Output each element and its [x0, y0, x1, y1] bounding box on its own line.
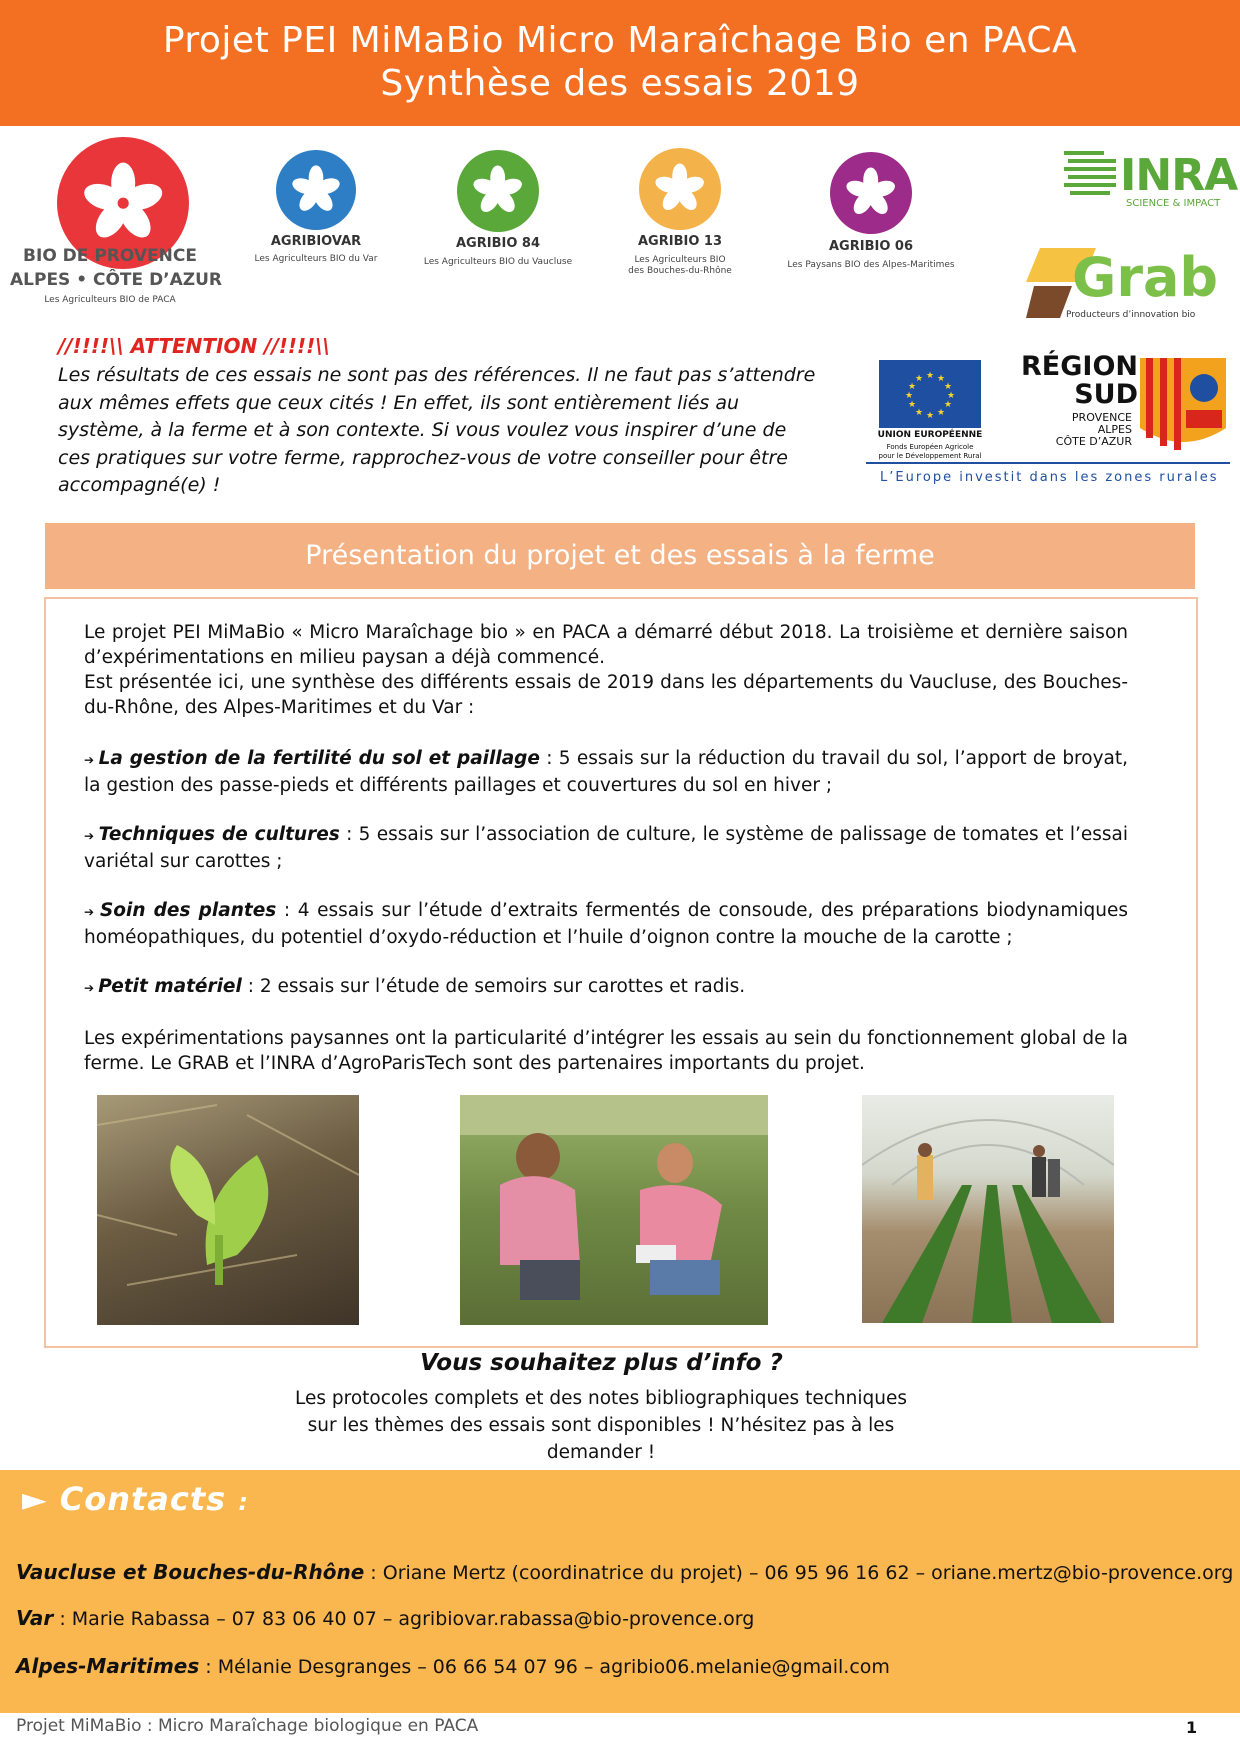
logo-subtext: Les Agriculteurs BIO du Var — [254, 254, 378, 264]
contact-row — [16, 1560, 1233, 1584]
info-line: demander ! — [546, 1442, 656, 1463]
logo-subtext: SCIENCE & IMPACT — [1126, 198, 1221, 209]
photo-farmers — [460, 1095, 768, 1325]
svg-text:★: ★ — [936, 408, 946, 418]
svg-text:★: ★ — [943, 382, 953, 392]
farmers-image — [460, 1095, 768, 1325]
logo-text: BIO DE PROVENCE — [23, 246, 197, 266]
logo-subtext: des Bouches-du-Rhône — [628, 266, 732, 276]
greenhouse-image — [862, 1095, 1114, 1323]
arrow-icon: ➔ — [84, 905, 100, 919]
contacts-colon: : — [238, 1488, 249, 1516]
flower-icon — [830, 152, 912, 234]
list-item-label: Techniques de cultures — [98, 824, 340, 845]
arrow-icon: ➔ — [84, 829, 99, 843]
logo-subtext: Les Agriculteurs BIO — [634, 255, 726, 265]
list-item — [84, 746, 1128, 798]
info-line: sur les thèmes des essais sont disponibles ! N’hésitez pas à les — [307, 1415, 895, 1436]
svg-text:★: ★ — [907, 400, 917, 410]
contact-region: Var — [16, 1606, 54, 1630]
info-title: Vous souhaitez plus d’info ? — [420, 1350, 783, 1376]
contact-row — [16, 1606, 754, 1630]
logo-text: AGRIBIO 06 — [829, 239, 913, 254]
logo-subtext: Les Agriculteurs BIO du Vaucluse — [423, 257, 573, 267]
logo-subtext: Les Agriculteurs BIO de PACA — [44, 295, 176, 305]
logo-text: SUD — [1074, 379, 1138, 410]
svg-text:★: ★ — [943, 400, 953, 410]
contacts-title-text: Contacts — [59, 1480, 227, 1518]
logo-text: AGRIBIO 13 — [638, 234, 722, 249]
logo-subtext: Producteurs d’innovation bio — [1066, 310, 1196, 320]
contact-region: Vaucluse et Bouches-du-Rhône — [16, 1560, 365, 1584]
divider — [866, 462, 1230, 464]
region-shield-icon — [1140, 358, 1226, 456]
play-arrow-icon: ► — [22, 1480, 48, 1518]
svg-text:★: ★ — [925, 371, 935, 381]
seedling-image — [97, 1095, 359, 1325]
page-number: 1 — [1186, 1718, 1198, 1737]
flower-icon — [457, 150, 539, 232]
list-item-label: La gestion de la fertilité du sol et paillage — [98, 748, 540, 769]
photo-seedling — [97, 1095, 359, 1325]
info-line: Les protocoles complets et des notes bibliographiques techniques — [295, 1388, 907, 1409]
logo-subtext: pour le Développement Rural — [878, 452, 982, 460]
list-item-text: : 5 essais sur la réduction du travail du sol, l’apport de broyat, la gestion des passe-pieds et différents paillages et couvertures du sol en hiver ; — [84, 748, 1128, 796]
logo-subtext: Fonds Européen Agricole — [886, 443, 974, 451]
logo-subtext: Les Paysans BIO des Alpes-Maritimes — [787, 260, 955, 270]
list-item — [84, 898, 1128, 950]
logo-text: ALPES • CÔTE D’AZUR — [10, 270, 223, 290]
arrow-icon: ➔ — [84, 981, 99, 995]
flower-icon — [276, 150, 356, 230]
logo-text: INRA — [1120, 150, 1238, 201]
outro-paragraph: Les expérimentations paysannes ont la particularité d’intégrer les essais au sein du fonctionnement global de la ferme. Le GRAB et l’INRA d’AgroParisTech sont des partenaires importants du projet. — [84, 1028, 1128, 1074]
contact-details[interactable]: : Oriane Mertz (coordinatrice du projet) – 06 95 96 16 62 – oriane.mertz@bio-provence.org — [364, 1562, 1234, 1584]
svg-text:★: ★ — [946, 391, 956, 401]
flower-icon — [639, 148, 721, 230]
list-item-text: : 2 essais sur l’étude de semoirs sur carottes et radis. — [241, 976, 746, 997]
logo-subtext: CÔTE D’AZUR — [1055, 435, 1132, 448]
page-subtitle: Synthèse des essais 2019 — [380, 63, 860, 104]
logo-text: RÉGION — [1021, 351, 1138, 382]
eu-flag-icon — [879, 360, 981, 428]
logo-subtext: ALPES — [1097, 423, 1132, 436]
arrow-icon: ➔ — [84, 753, 99, 767]
intro-paragraph-2: Est présentée ici, une synthèse des différents essais de 2019 dans les départements du Vaucluse, des Bouches-du-Rhône, des Alpes-Maritimes et du Var : — [84, 672, 1128, 718]
attention-text: Les résultats de ces essais ne sont pas des références. Il ne faut pas s’attendre aux mêmes effets que ceux cités ! En effet, ils sont entièrement liés au système, à la ferme et à son contexte. Si vous voulez vous inspirer d’une de ces pratiques sur votre ferme, rapprochez-vous de votre conseiller pour être accompagné(e) ! — [58, 364, 816, 496]
svg-text:★: ★ — [936, 374, 946, 384]
list-item — [84, 822, 1128, 874]
svg-text:★: ★ — [914, 374, 924, 384]
section-heading: Présentation du projet et des essais à la ferme — [45, 523, 1195, 589]
page-title: Projet PEI MiMaBio Micro Maraîchage Bio en PACA — [162, 20, 1078, 61]
svg-text:★: ★ — [925, 411, 935, 421]
svg-text:★: ★ — [914, 408, 924, 418]
inra-emblem-icon — [1064, 147, 1119, 203]
contact-row — [16, 1654, 890, 1678]
page-header — [0, 0, 1240, 126]
logo-text: UNION EUROPÉENNE — [877, 430, 983, 440]
info-text — [290, 1385, 912, 1466]
logo-subtext: PROVENCE — [1071, 411, 1132, 424]
contact-details[interactable]: : Mélanie Desgranges – 06 66 54 07 96 – agribio06.melanie@gmail.com — [199, 1656, 890, 1678]
europe-tagline: L’Europe investit dans les zones rurales — [880, 470, 1219, 485]
attention-title: //!!!!\\ ATTENTION //!!!!\\ — [58, 334, 330, 358]
svg-text:★: ★ — [904, 391, 914, 401]
list-item-label: Petit matériel — [98, 976, 242, 997]
contacts-heading — [22, 1480, 249, 1518]
photo-greenhouse — [862, 1095, 1114, 1323]
logo-text: Grab — [1072, 246, 1219, 309]
logo-text: AGRIBIOVAR — [270, 234, 362, 249]
list-item-text: : 5 essais sur l’association de culture, le système de palissage de tomates et l’essai variétal sur carottes ; — [84, 824, 1129, 872]
logo-text: AGRIBIO 84 — [456, 236, 540, 251]
list-item-text: : 4 essais sur l’étude d’extraits fermentés de consoude, des préparations biodynamiques homéopathiques, du potentiel d’oxydo-réduction et l’huile d’oignon contre la mouche de la carotte ; — [84, 900, 1129, 948]
intro-paragraph-1: Le projet PEI MiMaBio « Micro Maraîchage bio » en PACA a démarré début 2018. La troisième et dernière saison d’expérimentations en milieu paysan a déjà commencé. — [84, 622, 1128, 668]
contact-details[interactable]: : Marie Rabassa – 07 83 06 40 07 – agribiovar.rabassa@bio-provence.org — [53, 1608, 755, 1630]
svg-text:★: ★ — [907, 382, 917, 392]
contact-region: Alpes-Maritimes — [16, 1654, 200, 1678]
list-item-label: Soin des plantes — [99, 900, 277, 921]
list-item — [84, 974, 1128, 1001]
footer-text: Projet MiMaBio : Micro Maraîchage biologique en PACA — [16, 1716, 479, 1736]
